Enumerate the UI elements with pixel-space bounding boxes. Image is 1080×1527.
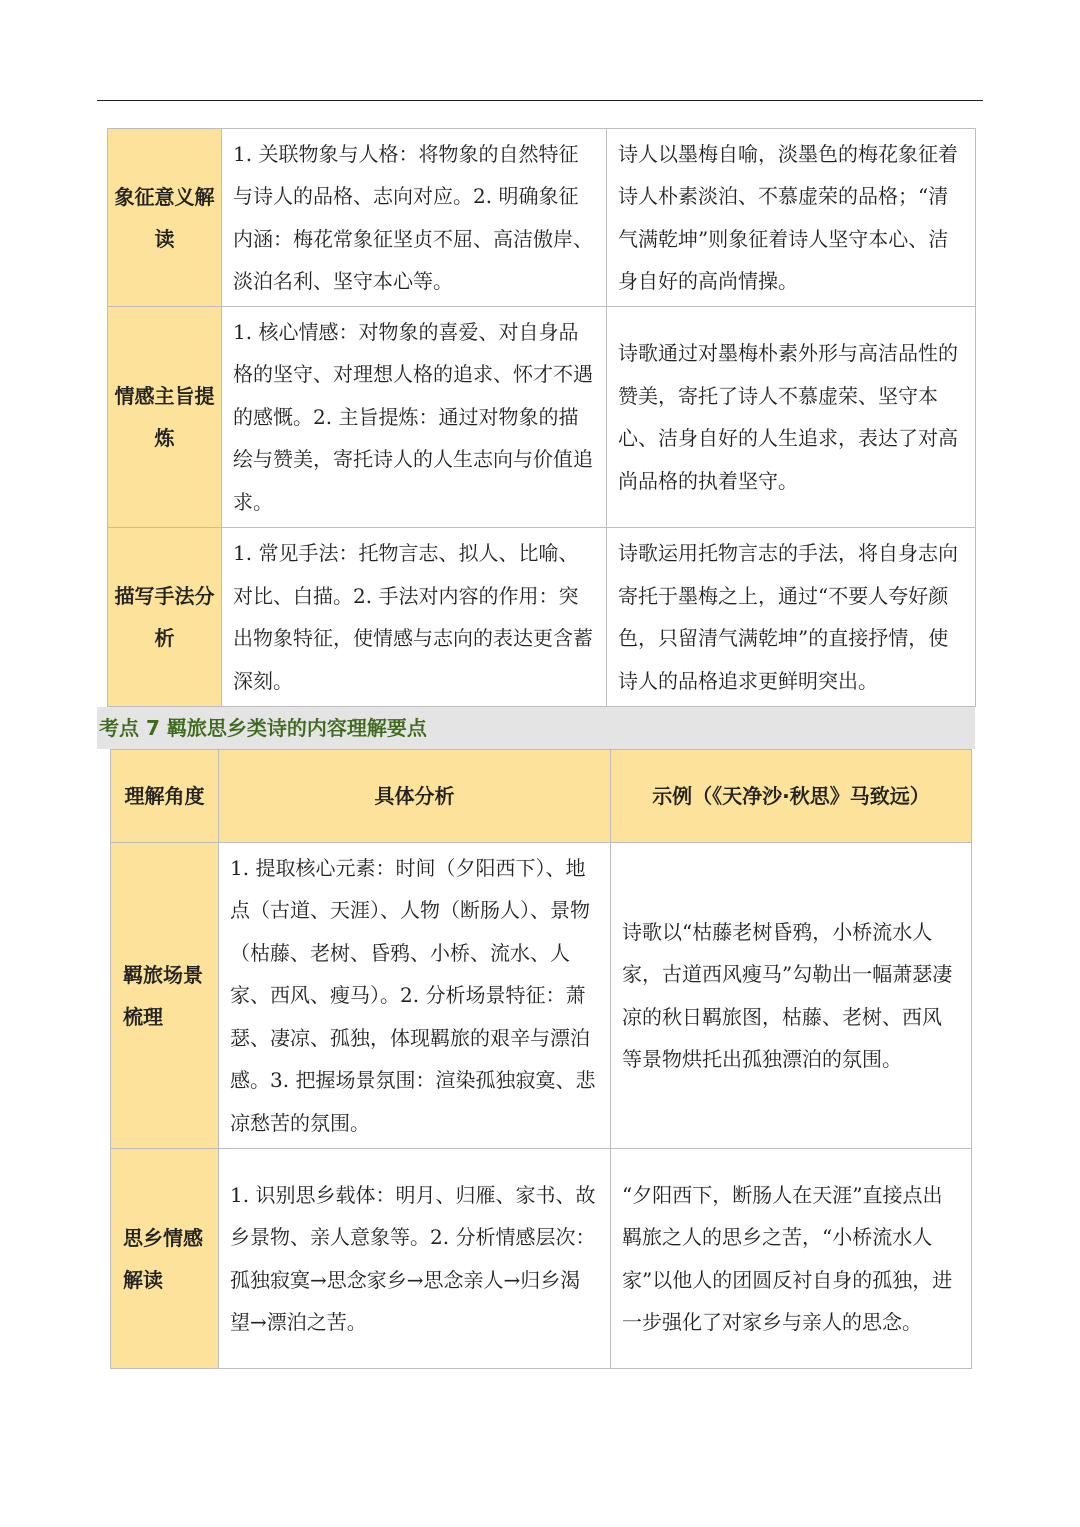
table-row	[108, 528, 976, 707]
table-row	[108, 129, 976, 307]
header-example: 示例（《天净沙·秋思》马致远）	[611, 750, 972, 843]
analysis-cell: 1. 核心情感：对物象的喜爱、对自身品格的坚守、对理想人格的追求、怀才不遇的感慨。2. 主旨提炼：通过对物象的描绘与赞美，寄托诗人的人生志向与价值追求。	[222, 307, 607, 528]
row-label: 象征意义解读	[108, 129, 222, 307]
row-label: 情感主旨提炼	[108, 307, 222, 528]
example-cell: 诗人以墨梅自喻，淡墨色的梅花象征着诗人朴素淡泊、不慕虚荣的品格；“清气满乾坤”则象征着诗人坚守本心、洁身自好的高尚情操。	[607, 129, 976, 307]
symbolism-table	[107, 128, 976, 707]
table-row	[111, 1149, 972, 1369]
row-label: 思乡情感解读	[111, 1149, 219, 1369]
example-cell: 诗歌以“枯藤老树昏鸦，小桥流水人家，古道西风瘦马”勾勒出一幅萧瑟凄凉的秋日羁旅图，枯藤、老树、西风等景物烘托出孤独漂泊的氛围。	[611, 843, 972, 1149]
analysis-cell: 1. 提取核心元素：时间（夕阳西下）、地点（古道、天涯）、人物（断肠人）、景物（枯藤、老树、昏鸦、小桥、流水、人家、西风、瘦马）。2. 分析场景特征：萧瑟、凄凉、孤独，体现羁旅的艰辛与漂泊感。3. 把握场景氛围：渲染孤独寂寞、悲凉愁苦的氛围。	[219, 843, 611, 1149]
header-angle: 理解角度	[111, 750, 219, 843]
section-heading: 考点 7 羁旅思乡类诗的内容理解要点	[97, 707, 975, 749]
row-label: 描写手法分析	[108, 528, 222, 707]
example-cell: “夕阳西下，断肠人在天涯”直接点出羁旅之人的思乡之苦，“小桥流水人家”以他人的团圆反衬自身的孤独，进一步强化了对家乡与亲人的思念。	[611, 1149, 972, 1369]
table-row	[108, 307, 976, 528]
table-header-row	[111, 750, 972, 843]
analysis-cell: 1. 识别思乡载体：明月、归雁、家书、故乡景物、亲人意象等。2. 分析情感层次：孤独寂寞→思念家乡→思念亲人→归乡渴望→漂泊之苦。	[219, 1149, 611, 1369]
analysis-cell: 1. 关联物象与人格：将物象的自然特征与诗人的品格、志向对应。2. 明确象征内涵：梅花常象征坚贞不屈、高洁傲岸、淡泊名利、坚守本心等。	[222, 129, 607, 307]
analysis-cell: 1. 常见手法：托物言志、拟人、比喻、对比、白描。2. 手法对内容的作用：突出物象特征，使情感与志向的表达更含蓄深刻。	[222, 528, 607, 707]
header-rule	[97, 100, 983, 101]
homesick-poetry-table	[110, 749, 972, 1369]
table-row	[111, 843, 972, 1149]
example-cell: 诗歌通过对墨梅朴素外形与高洁品性的赞美，寄托了诗人不慕虚荣、坚守本心、洁身自好的人生追求，表达了对高尚品格的执着坚守。	[607, 307, 976, 528]
example-cell: 诗歌运用托物言志的手法，将自身志向寄托于墨梅之上，通过“不要人夸好颜色，只留清气满乾坤”的直接抒情，使诗人的品格追求更鲜明突出。	[607, 528, 976, 707]
row-label: 羁旅场景梳理	[111, 843, 219, 1149]
header-analysis: 具体分析	[219, 750, 611, 843]
